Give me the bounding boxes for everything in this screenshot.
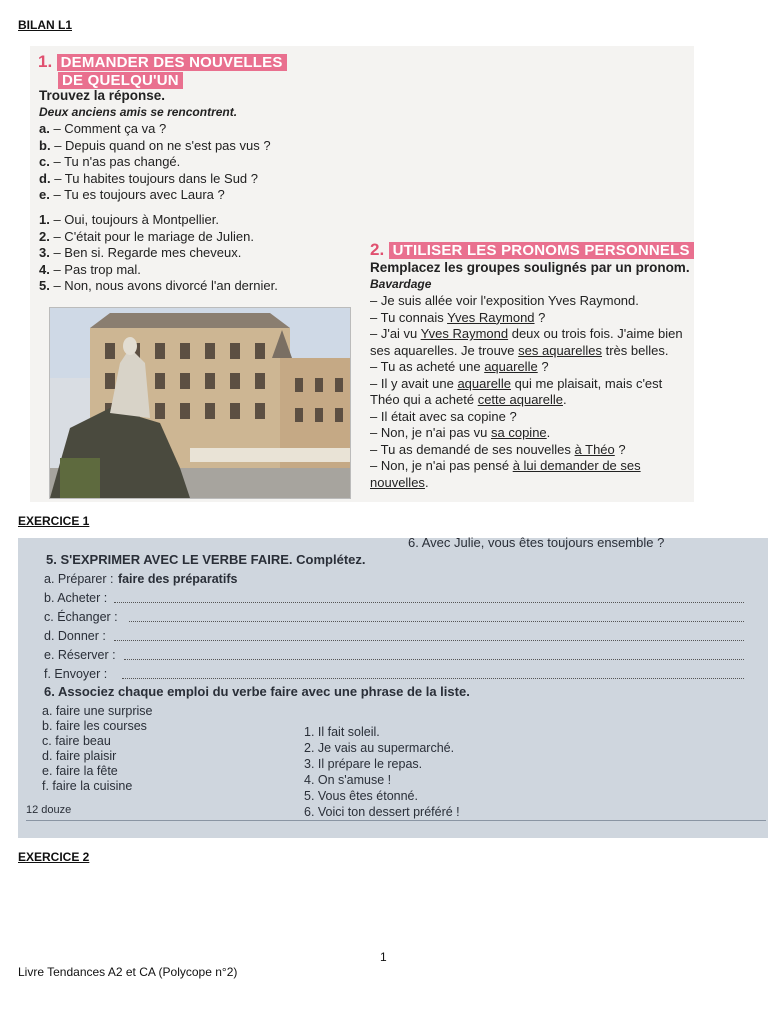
exercise5-items: [44, 570, 744, 684]
answer-line: [122, 677, 744, 679]
exercice1-heading: EXERCICE 1: [18, 514, 90, 528]
book-page-label: 12 douze: [26, 804, 72, 816]
dialog-line: – Non, je n'ai pas vu sa copine.: [370, 425, 551, 440]
section2-number: 2.: [370, 240, 385, 259]
previous-item-6: 6. Avec Julie, vous êtes toujours ensemble ?: [408, 535, 665, 550]
list-item: 1. – Oui, toujours à Montpellier.: [39, 212, 219, 227]
list-item: d. faire plaisir: [42, 749, 117, 763]
montpellier-photo: [49, 307, 351, 499]
answer-line: [114, 601, 744, 603]
list-item: a. – Comment ça va ?: [39, 121, 167, 136]
list-item: d. Donner :: [44, 627, 744, 646]
list-item: b. faire les courses: [42, 719, 147, 733]
answer-line: [124, 658, 744, 660]
section2-instruction: Remplacez les groupes soulignés par un pronom.: [370, 260, 690, 275]
dialog-line: – Non, je n'ai pas pensé à lui demander de ses: [370, 458, 641, 473]
list-item: a. Préparer : faire des préparatifs: [44, 572, 238, 586]
list-item: 2. – C'était pour le mariage de Julien.: [39, 228, 254, 244]
section1-title: [38, 52, 287, 90]
section1-title-line1: DEMANDER DES NOUVELLES: [57, 54, 287, 71]
dialog-line: nouvelles.: [370, 474, 429, 490]
textbook-scan-exercice1: [18, 535, 768, 838]
exercise6-left-list: [42, 704, 152, 794]
section2-title-text: UTILISER LES PRONOMS PERSONNELS: [389, 242, 694, 259]
section1-instruction: Trouvez la réponse.: [39, 88, 166, 103]
list-item: 3. – Ben si. Regarde mes cheveux.: [39, 245, 242, 260]
section1-context: Deux anciens amis se rencontrent.: [39, 105, 238, 119]
list-item: c. – Tu n'as pas changé.: [39, 154, 181, 169]
list-item: 5. Vous êtes étonné.: [304, 789, 418, 803]
list-item: 5. – Non, nous avons divorcé l'an dernier.: [39, 278, 278, 293]
exercise5-heading: 5. S'EXPRIMER AVEC LE VERBE FAIRE. Complétez.: [46, 552, 366, 567]
questions-list: [39, 121, 271, 204]
list-item: 3. Il prépare le repas.: [304, 757, 423, 771]
section1-number: 1.: [38, 52, 53, 71]
list-item: d. – Tu habites toujours dans le Sud ?: [39, 170, 258, 186]
answers-list: [39, 212, 278, 295]
dialog-line: – Tu as demandé de ses nouvelles à Théo ?: [370, 441, 626, 457]
list-item: f. faire la cuisine: [42, 779, 133, 793]
answer-line: [129, 620, 744, 622]
dialog-line: – Il était avec sa copine ?: [370, 408, 517, 424]
list-item: 1. Il fait soleil.: [304, 725, 380, 739]
dialog-line: – Il y avait une aquarelle qui me plaisait, mais c'est: [370, 375, 663, 391]
list-item: c. faire beau: [42, 734, 111, 748]
list-item: f. Envoyer :: [44, 665, 744, 684]
dialog-text: [370, 293, 683, 491]
list-item: b. Acheter :: [44, 589, 744, 608]
list-item: 2. Je vais au supermarché.: [304, 741, 455, 755]
section2-context: Bavardage: [370, 277, 432, 291]
dialog-line: Théo qui a acheté cette aquarelle.: [370, 392, 567, 407]
section2-title: [370, 240, 694, 260]
dialog-line: – Je suis allée voir l'exposition Yves Raymond.: [370, 293, 639, 308]
list-item: a. faire une surprise: [42, 704, 153, 718]
list-item: 4. – Pas trop mal.: [39, 261, 141, 277]
dialog-line: – Tu as acheté une aquarelle ?: [370, 359, 549, 374]
dialog-line: – J'ai vu Yves Raymond deux ou trois fois. J'aime bien: [370, 326, 683, 341]
bilan-heading: BILAN L1: [18, 18, 72, 32]
list-item: 4. On s'amuse !: [304, 773, 392, 787]
list-item: e. – Tu es toujours avec Laura ?: [39, 187, 225, 202]
page-number: 1: [380, 950, 387, 964]
exercise6-right-list: [304, 724, 460, 820]
list-item: e. faire la fête: [42, 764, 118, 778]
list-item: e. Réserver :: [44, 646, 744, 665]
page-divider: [26, 820, 766, 821]
footer-text: Livre Tendances A2 et CA (Polycope n°2): [18, 965, 238, 979]
answer-line: [114, 639, 744, 641]
section1-title-line2: DE QUELQU'UN: [58, 72, 183, 89]
list-item: b. – Depuis quand on ne s'est pas vus ?: [39, 137, 271, 153]
exercice2-heading: EXERCICE 2: [18, 850, 90, 864]
dialog-line: – Tu connais Yves Raymond ?: [370, 309, 546, 325]
exercise6-heading: 6. Associez chaque emploi du verbe faire avec une phrase de la liste.: [44, 684, 470, 699]
list-item: 6. Voici ton dessert préféré !: [304, 805, 460, 819]
list-item: c. Échanger :: [44, 608, 744, 627]
dialog-line: ses aquarelles. Je trouve ses aquarelles très belles.: [370, 342, 669, 358]
